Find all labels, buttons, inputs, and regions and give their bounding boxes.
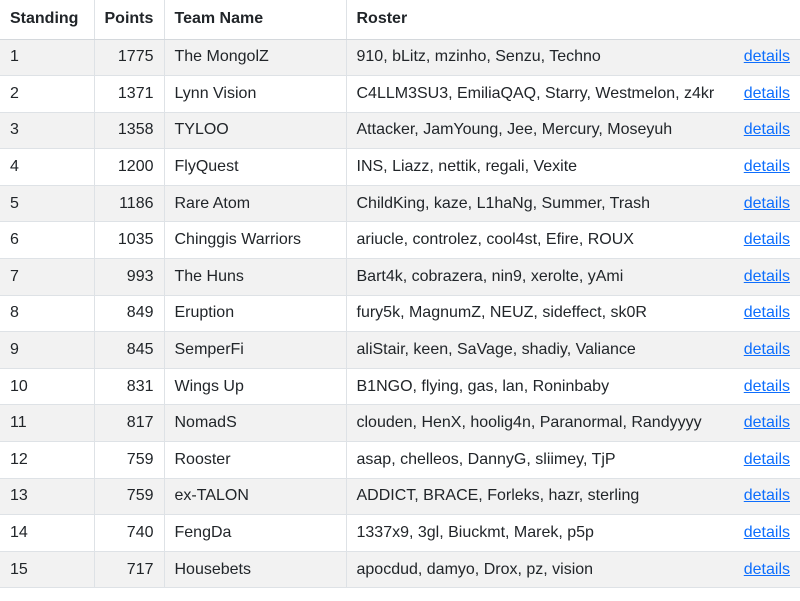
table-header bbox=[0, 0, 800, 39]
points-cell: 759 bbox=[94, 478, 164, 515]
roster-cell: 1337x9, 3gl, Biuckmt, Marek, p5p bbox=[346, 515, 714, 552]
points-cell: 740 bbox=[94, 515, 164, 552]
points-cell: 849 bbox=[94, 295, 164, 332]
roster-cell: ChildKing, kaze, L1haNg, Summer, Trash bbox=[346, 185, 714, 222]
team-name-cell: NomadS bbox=[164, 405, 346, 442]
details-cell bbox=[714, 222, 800, 259]
roster-cell: ADDICT, BRACE, Forleks, hazr, sterling bbox=[346, 478, 714, 515]
details-link[interactable]: details bbox=[743, 48, 790, 66]
team-name-cell: FlyQuest bbox=[164, 149, 346, 186]
standing-cell: 10 bbox=[0, 368, 94, 405]
table-row bbox=[0, 478, 800, 515]
details-link[interactable]: details bbox=[743, 231, 790, 249]
details-cell bbox=[714, 39, 800, 76]
details-cell bbox=[714, 405, 800, 442]
header-details bbox=[714, 0, 800, 39]
team-name-cell: Rare Atom bbox=[164, 185, 346, 222]
details-cell bbox=[714, 478, 800, 515]
details-link[interactable]: details bbox=[743, 524, 790, 542]
roster-cell: Bart4k, cobrazera, nin9, xerolte, yAmi bbox=[346, 259, 714, 296]
table-row bbox=[0, 185, 800, 222]
roster-cell: clouden, HenX, hoolig4n, Paranormal, Randyyyy bbox=[346, 405, 714, 442]
standing-cell: 4 bbox=[0, 149, 94, 186]
standing-cell: 5 bbox=[0, 185, 94, 222]
table-row bbox=[0, 442, 800, 479]
standing-cell: 11 bbox=[0, 405, 94, 442]
team-name-cell: ex-TALON bbox=[164, 478, 346, 515]
details-link[interactable]: details bbox=[743, 341, 790, 359]
table-row bbox=[0, 112, 800, 149]
team-name-cell: Lynn Vision bbox=[164, 76, 346, 113]
points-cell: 1200 bbox=[94, 149, 164, 186]
points-cell: 717 bbox=[94, 551, 164, 588]
team-name-cell: FengDa bbox=[164, 515, 346, 552]
details-cell bbox=[714, 368, 800, 405]
header-roster[interactable]: Roster bbox=[346, 0, 714, 39]
team-name-cell: Eruption bbox=[164, 295, 346, 332]
standing-cell: 7 bbox=[0, 259, 94, 296]
details-link[interactable]: details bbox=[743, 487, 790, 505]
roster-cell: INS, Liazz, nettik, regali, Vexite bbox=[346, 149, 714, 186]
points-cell: 993 bbox=[94, 259, 164, 296]
points-cell: 1358 bbox=[94, 112, 164, 149]
details-link[interactable]: details bbox=[743, 84, 790, 102]
header-row bbox=[0, 0, 800, 39]
points-cell: 1186 bbox=[94, 185, 164, 222]
standing-cell: 15 bbox=[0, 551, 94, 588]
details-link[interactable]: details bbox=[743, 158, 790, 176]
header-points[interactable]: Points bbox=[94, 0, 164, 39]
details-link[interactable]: details bbox=[743, 267, 790, 285]
table-row bbox=[0, 551, 800, 588]
team-name-cell: TYLOO bbox=[164, 112, 346, 149]
standing-cell: 3 bbox=[0, 112, 94, 149]
details-link[interactable]: details bbox=[743, 121, 790, 139]
table-row bbox=[0, 515, 800, 552]
table-body bbox=[0, 39, 800, 588]
points-cell: 831 bbox=[94, 368, 164, 405]
table-row bbox=[0, 368, 800, 405]
standing-cell: 1 bbox=[0, 39, 94, 76]
details-cell bbox=[714, 112, 800, 149]
header-team-name[interactable]: Team Name bbox=[164, 0, 346, 39]
standing-cell: 13 bbox=[0, 478, 94, 515]
points-cell: 817 bbox=[94, 405, 164, 442]
table-row bbox=[0, 39, 800, 76]
points-cell: 759 bbox=[94, 442, 164, 479]
table-row bbox=[0, 332, 800, 369]
details-cell bbox=[714, 551, 800, 588]
standing-cell: 6 bbox=[0, 222, 94, 259]
details-cell bbox=[714, 76, 800, 113]
standing-cell: 9 bbox=[0, 332, 94, 369]
table-row bbox=[0, 76, 800, 113]
roster-cell: ariucle, controlez, cool4st, Efire, ROUX bbox=[346, 222, 714, 259]
roster-cell: C4LLM3SU3, EmiliaQAQ, Starry, Westmelon, z4kr bbox=[346, 76, 714, 113]
table-row bbox=[0, 259, 800, 296]
team-name-cell: Wings Up bbox=[164, 368, 346, 405]
table-row bbox=[0, 295, 800, 332]
details-link[interactable]: details bbox=[743, 304, 790, 322]
details-cell bbox=[714, 259, 800, 296]
details-cell bbox=[714, 515, 800, 552]
standing-cell: 8 bbox=[0, 295, 94, 332]
details-cell bbox=[714, 442, 800, 479]
details-link[interactable]: details bbox=[743, 560, 790, 578]
header-standing[interactable]: Standing bbox=[0, 0, 94, 39]
details-link[interactable]: details bbox=[743, 450, 790, 468]
team-name-cell: SemperFi bbox=[164, 332, 346, 369]
standing-cell: 2 bbox=[0, 76, 94, 113]
roster-cell: B1NGO, flying, gas, lan, Roninbaby bbox=[346, 368, 714, 405]
details-cell bbox=[714, 185, 800, 222]
details-cell bbox=[714, 295, 800, 332]
roster-cell: asap, chelleos, DannyG, sliimey, TjP bbox=[346, 442, 714, 479]
details-link[interactable]: details bbox=[743, 377, 790, 395]
points-cell: 845 bbox=[94, 332, 164, 369]
standing-cell: 12 bbox=[0, 442, 94, 479]
team-name-cell: The MongolZ bbox=[164, 39, 346, 76]
points-cell: 1775 bbox=[94, 39, 164, 76]
standing-cell: 14 bbox=[0, 515, 94, 552]
team-name-cell: Chinggis Warriors bbox=[164, 222, 346, 259]
roster-cell: 910, bLitz, mzinho, Senzu, Techno bbox=[346, 39, 714, 76]
team-name-cell: Housebets bbox=[164, 551, 346, 588]
roster-cell: apocdud, damyo, Drox, pz, vision bbox=[346, 551, 714, 588]
table-row bbox=[0, 405, 800, 442]
details-link[interactable]: details bbox=[743, 194, 790, 212]
roster-cell: aliStair, keen, SaVage, shadiy, Valiance bbox=[346, 332, 714, 369]
team-name-cell: Rooster bbox=[164, 442, 346, 479]
details-cell bbox=[714, 149, 800, 186]
team-name-cell: The Huns bbox=[164, 259, 346, 296]
table-row bbox=[0, 222, 800, 259]
points-cell: 1371 bbox=[94, 76, 164, 113]
points-cell: 1035 bbox=[94, 222, 164, 259]
roster-cell: Attacker, JamYoung, Jee, Mercury, Moseyuh bbox=[346, 112, 714, 149]
roster-cell: fury5k, MagnumZ, NEUZ, sideffect, sk0R bbox=[346, 295, 714, 332]
details-cell bbox=[714, 332, 800, 369]
details-link[interactable]: details bbox=[743, 414, 790, 432]
table-row bbox=[0, 149, 800, 186]
